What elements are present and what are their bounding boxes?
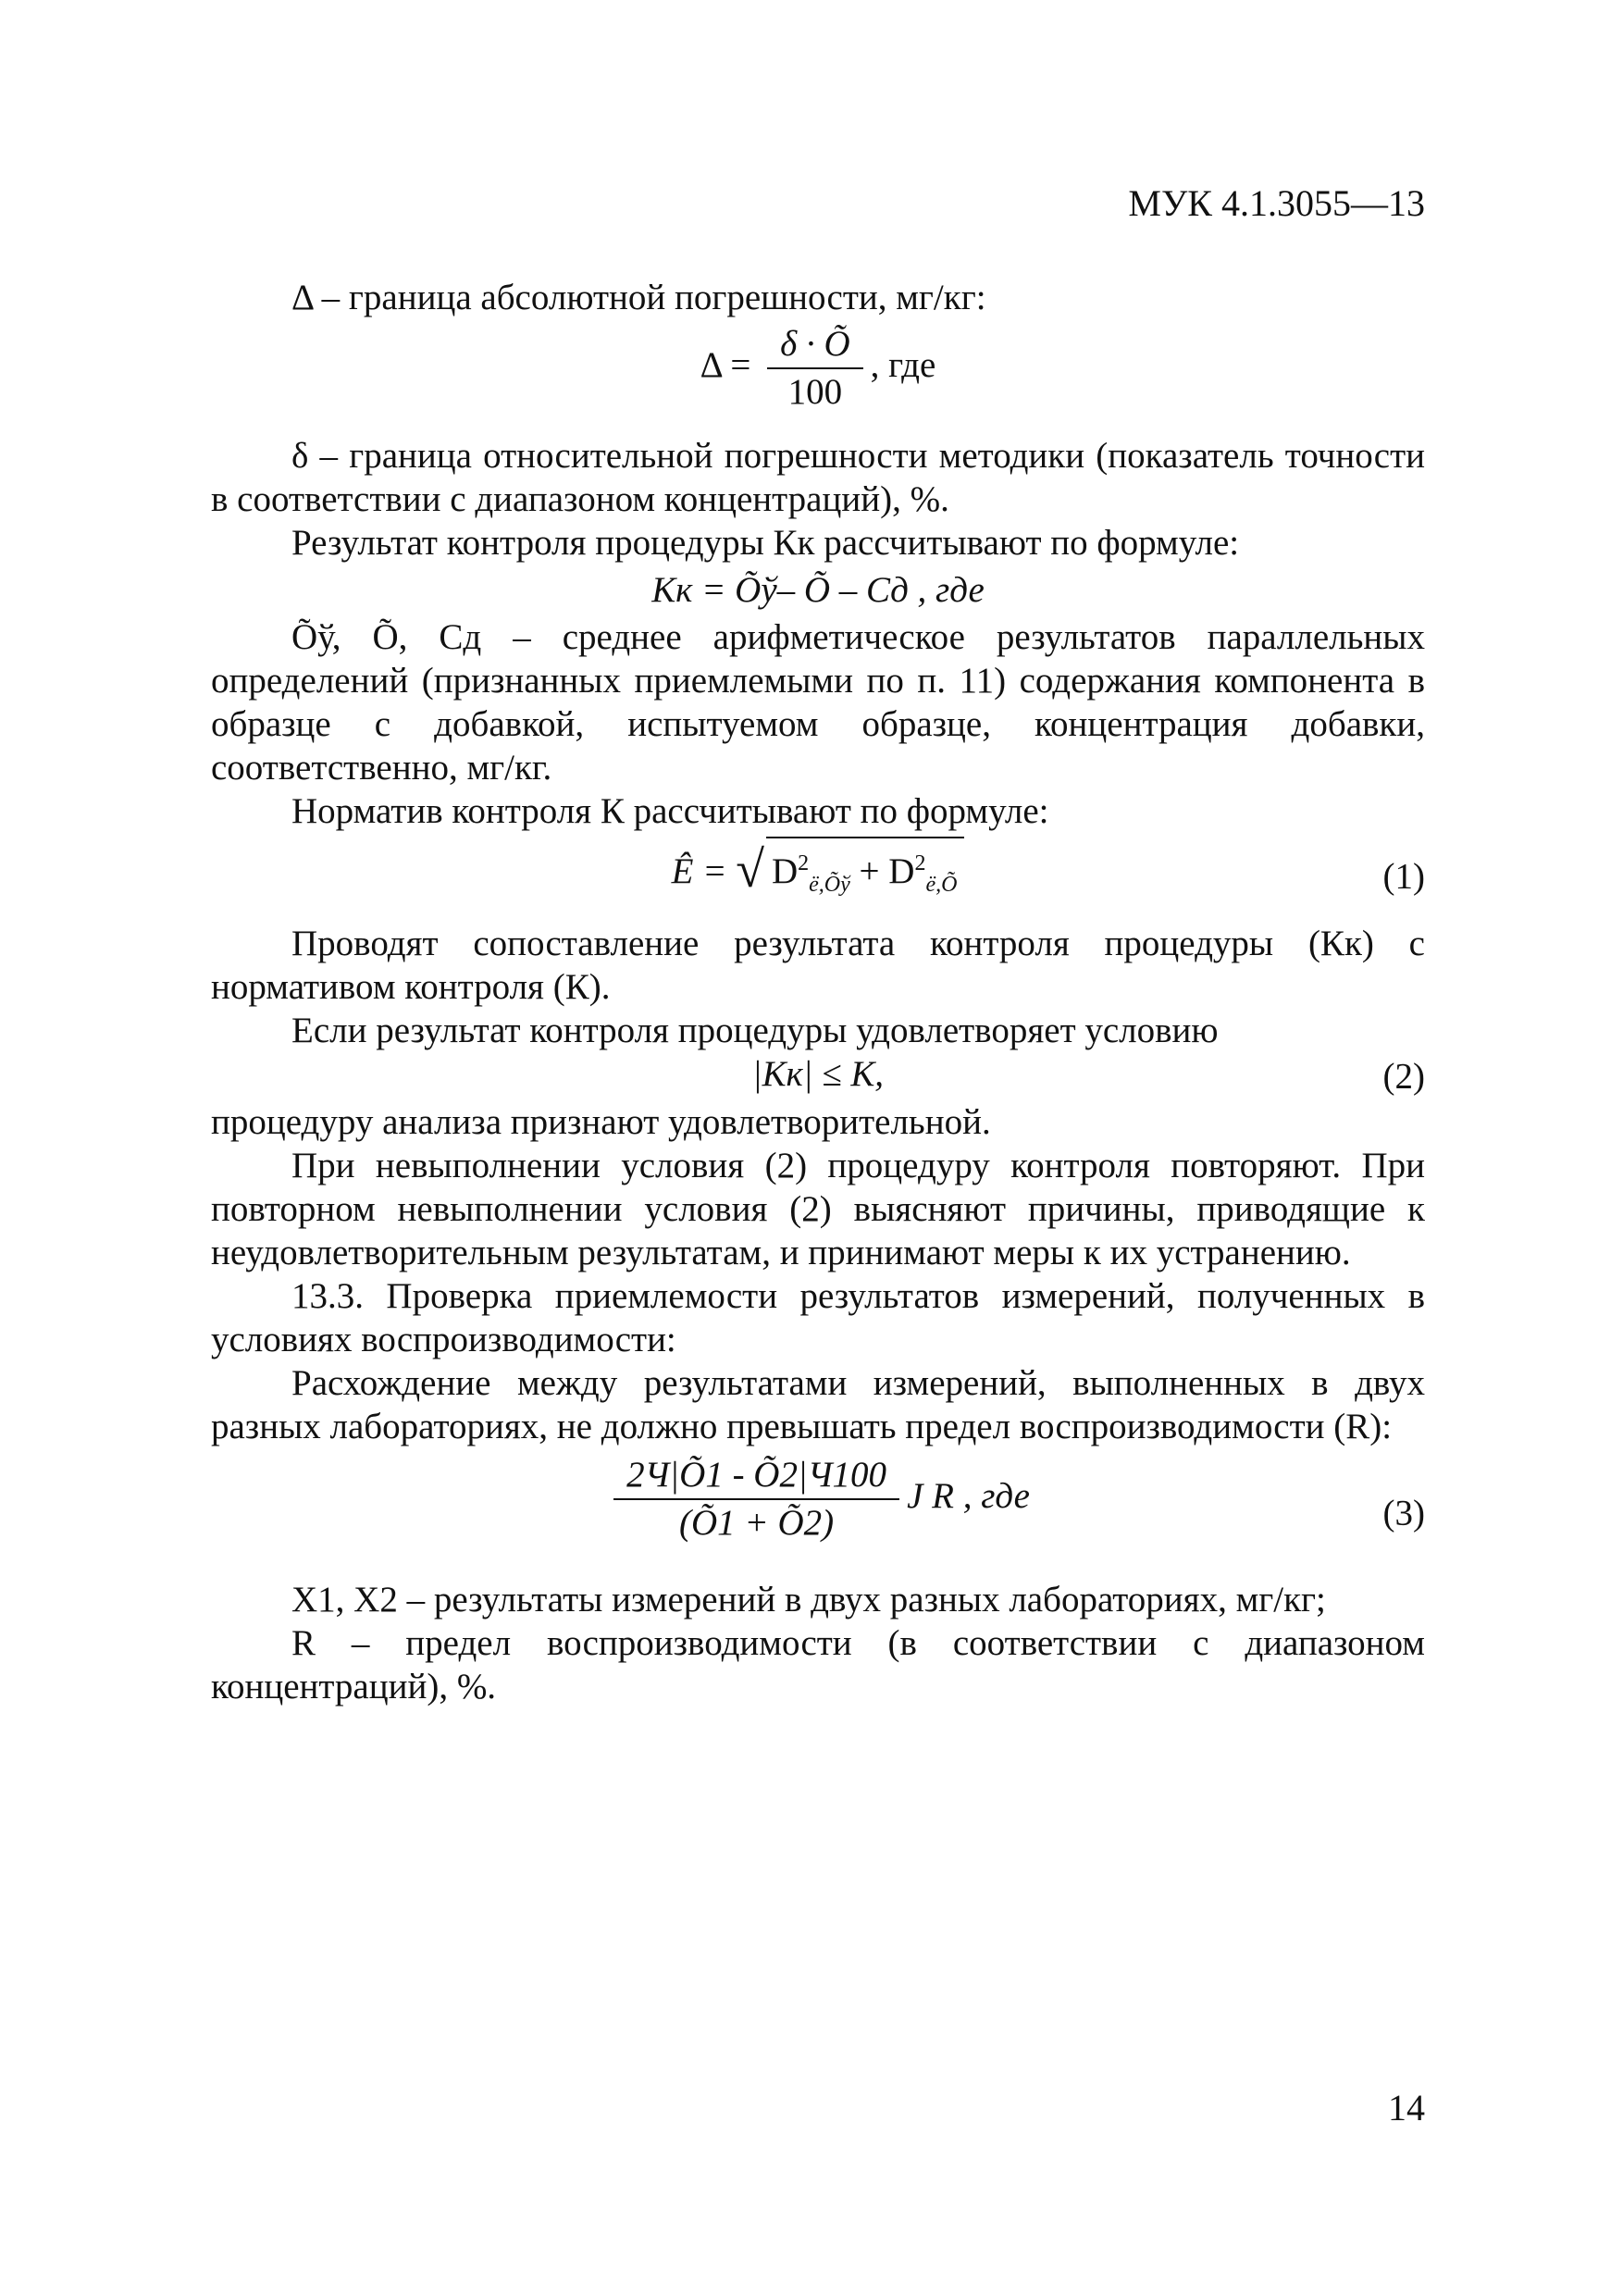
r-definition: R – предел воспроизводимости (в соответствии с диапазоном концентраций), %. — [211, 1623, 1425, 1706]
eq-delta-lhs: Δ = — [700, 344, 751, 385]
eq3-fraction — [613, 1456, 899, 1543]
eq-delta-tail: , где — [870, 344, 936, 385]
delta-definition: Δ – граница абсолютной погрешности, мг/кг: — [291, 278, 986, 317]
x-definition: X1, X2 – результаты измерений в двух разных лабораториях, мг/кг; — [291, 1580, 1326, 1620]
average-definition: Õў, Õ, Сд – среднее арифметическое результатов параллельных определений (признанных приемлемыми по п. 11) содержания компонента в образце с добавкой, испытуемом образце, концентрация добавки, соответственно, мг/кг. — [211, 617, 1425, 788]
eq1-sub1: ë,Õў — [809, 872, 850, 897]
eq1-number: (1) — [1382, 856, 1425, 897]
divergence-paragraph: Расхождение между результатами измерений, выполненных в двух разных лабораториях, не должно превышать предел воспроизводимости (R): — [211, 1363, 1425, 1446]
eq1-plus: + — [859, 851, 880, 891]
satisfy-paragraph: процедуру анализа признают удовлетворительной. — [211, 1102, 991, 1142]
eq1-lhs: Ê = — [671, 851, 727, 891]
eq3-denominator: (Õ1 + Õ2) — [679, 1503, 835, 1543]
kk-intro: Результат контроля процедуры Кк рассчитывают по формуле: — [291, 523, 1240, 563]
equation-delta — [211, 325, 1425, 428]
eq3-numerator: 2Ч|Õ1 - Õ2|Ч100 — [626, 1455, 887, 1495]
equation-2 — [211, 1052, 1425, 1100]
eq-kk-body: Кк = Õў– Õ – Сд , где — [651, 570, 985, 610]
eq3-tail: J R , где — [907, 1475, 1030, 1516]
eq3-number: (3) — [1382, 1493, 1425, 1533]
equation-1 — [211, 837, 1425, 916]
page-number: 14 — [1388, 2087, 1425, 2128]
eq1-sub2: ë,Õ — [925, 872, 958, 897]
eq1-sup1: 2 — [798, 851, 810, 875]
compare-paragraph: Проводят сопоставление результата контроля процедуры (Кк) с нормативом контроля (К). — [211, 924, 1425, 1007]
eq1-term2: D — [888, 851, 915, 891]
eq-delta-numerator: δ · Õ — [780, 324, 850, 364]
eq1-radicand — [766, 837, 964, 907]
document-code-header: МУК 4.1.3055—13 — [1128, 182, 1425, 224]
condition-intro: Если результат контроля процедуры удовлетворяет условию — [291, 1011, 1219, 1050]
body-text — [211, 276, 1425, 1708]
eq-delta-fraction — [767, 325, 863, 412]
section-13-3: 13.3. Проверка приемлемости результатов измерений, полученных в условиях воспроизводимости: — [211, 1276, 1425, 1359]
relative-error-definition: δ – граница относительной погрешности методики (показатель точности в соответствии с диапазоном концентраций), %. — [211, 436, 1425, 519]
sqrt-sign: √ — [736, 841, 764, 899]
eq2-body: |Кк| ≤ К, — [751, 1054, 885, 1094]
repeat-paragraph: При невыполнении условия (2) процедуру контроля повторяют. При повторном невыполнении условия (2) выясняют причины, приводящие к неудовлетворительным результатам, и принимают меры к их устранению. — [211, 1146, 1425, 1272]
eq-delta-denominator: 100 — [787, 372, 843, 412]
eq1-term1: D — [771, 851, 799, 891]
eq1-sup2: 2 — [914, 851, 926, 875]
norm-intro: Норматив контроля К рассчитывают по формуле: — [291, 791, 1049, 831]
eq2-number: (2) — [1382, 1056, 1425, 1097]
equation-kk — [211, 568, 1425, 612]
equation-3 — [211, 1456, 1425, 1570]
